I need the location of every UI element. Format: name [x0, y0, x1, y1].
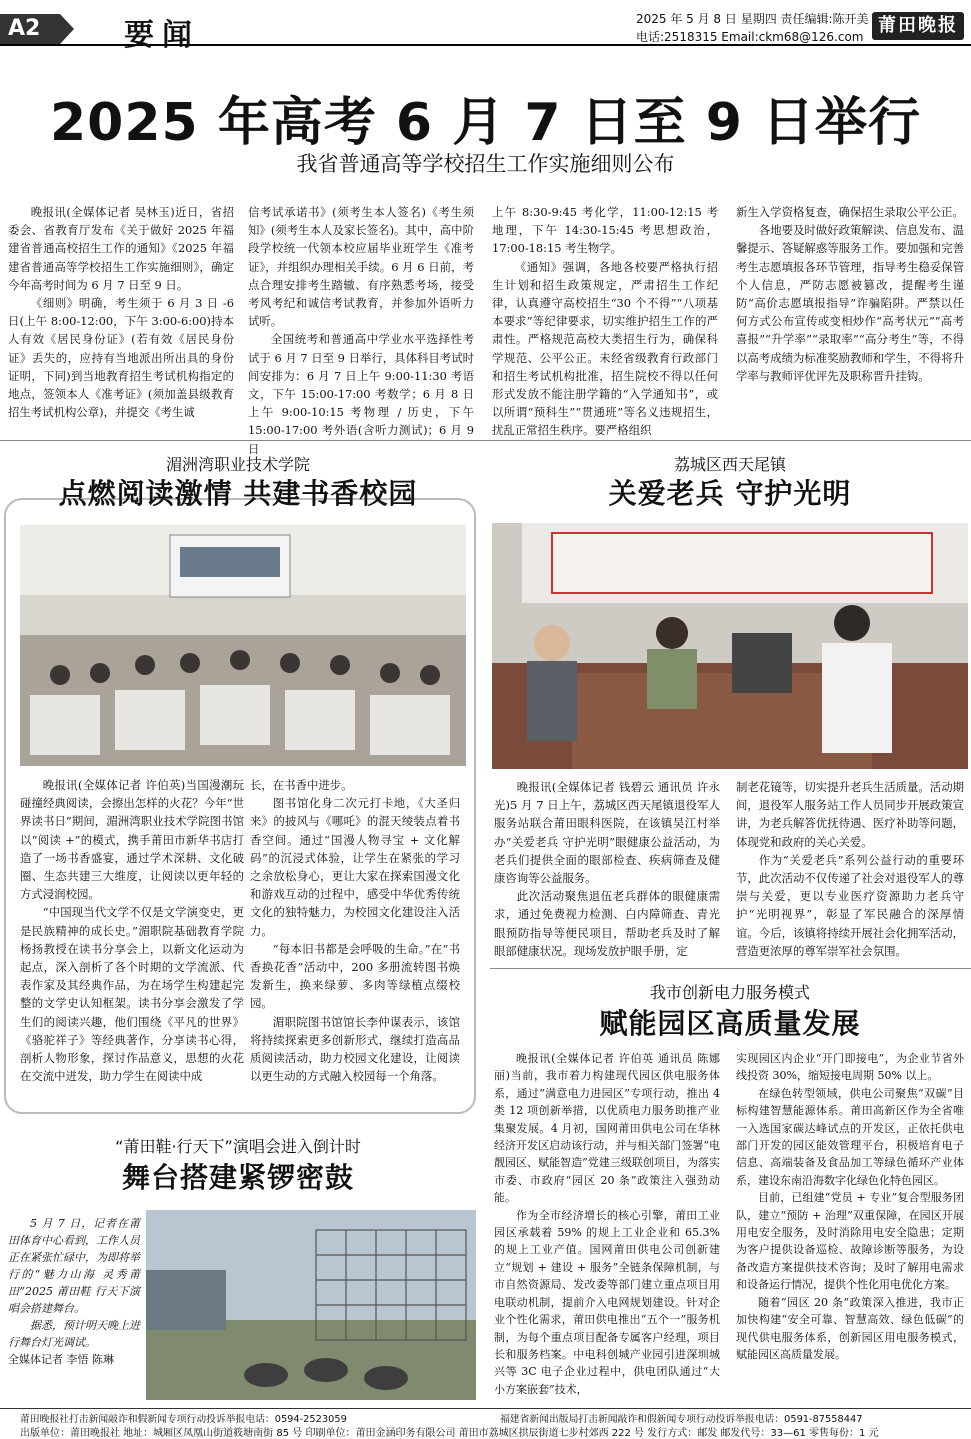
- eye-exam-photo-illustration: [492, 523, 968, 769]
- power-headline: 赋能园区高质量发展: [599, 1007, 861, 1040]
- paragraph: 目前，已组建“党员 + 专业”复合型服务团队，建立“预防 + 治理”双重保障，在园区开展用电安全服务，及时消除用电安全隐患；定期为客户提供设备巡检、故障诊断等服务，为设备改造方案提供技术咨询；及时了解用电需求和设备运行情况，提供个性化用电优化方案。: [736, 1191, 964, 1292]
- lead-column-2: [248, 203, 474, 458]
- paragraph: 5 月 7 日，记者在莆田体育中心看到，工作人员正在紧张忙碌中，为即将举行的“魅力山海 灵秀莆田”2025 莆田鞋 行天下演唱会搭建舞台。: [8, 1217, 140, 1315]
- page-header: [0, 0, 971, 53]
- power-column-2: [736, 1050, 964, 1363]
- paragraph: 晚报讯(全媒体记者 许伯英 通讯员 陈娜丽)当前，我市着力构建现代园区供电服务体系，通过“满意电力进园区”专项行动，推出 4 类 12 项创新举措，以优质电力服务助推产业集聚发展。4 月初，国网莆田供电公司在华林经济开发区启动该行动，并与相关部门签署“电靓园区、赋能智造”党建三级联创项目，为落实市委、市政府“园区 20 条”政策注入强劲动能。: [494, 1052, 720, 1205]
- reading-kicker: 湄洲湾职业技术学院: [165, 455, 310, 474]
- paragraph: 信考试承诺书》(须考生本人签名)《考生须知》(须考生本人及家长签名)。其中，高中阶段学校统一代领本校应届毕业班学生《准考证》，并组织办理相关手续。6 月 6 日前，考点合理安排考生踏辙、有序熟悉考场，接受考风考纪和诚信考试教育，并参加外语听力试听。: [248, 205, 474, 329]
- date-editor-line: 2025 年 5 月 8 日 星期四 责任编辑:陈开美: [636, 12, 869, 26]
- paragraph: 随着“园区 20 条”政策深入推进，我市正加快构建“安全可靠、智慧高效、绿色低碳”的现代供电服务体系，创新园区用电服务模式，赋能园区高质量发展。: [736, 1295, 964, 1361]
- paragraph: “中国现当代文学不仅是文学演变史，更是民族精神的成长史。”湄职院基础教育学院杨扬教授在读书分享会上，以新文化运动为起点，深入剖析了各个时期的文学流派、代表作家及其经典作品，为在场学生构建起完整的文学史认知框架。读书分享会激发了学生们的阅读兴趣，他们围绕《平凡的世界》《骆驼祥子》等经典著作，分享读书心得，剖析人物形象，探讨作品意义，思想的火花在交流中迸发，助力学生在阅读中成: [20, 905, 244, 1084]
- veterans-column-1: [494, 778, 720, 960]
- concert-headline: 舞台搭建紧锣密鼓: [121, 1161, 354, 1194]
- reading-column-2: [250, 776, 460, 1085]
- reading-column-1: [20, 776, 244, 1085]
- paragraph: 长，在书香中进步。: [250, 778, 353, 792]
- paragraph: 在绿色转型领域，供电公司聚焦“双碳”目标构建智慧能源体系。莆田高新区作为全省唯一入选国家碳达峰试点的开发区，正依托供电部门开发的园区能效管理平台，积极培育电子信息、高端装备及食品加工等绿色循环产业体系，建设东南沿海数字化绿色化特色园区。: [736, 1086, 964, 1187]
- paragraph: 湄职院图书馆馆长李仲谋表示，该馆将持续探索更多创新形式，继续打造高品质阅读活动，助力校园文化建设，让阅读以更生动的方式融入校园每一个角落。: [250, 1014, 460, 1084]
- newspaper-logo: 莆田晚报: [872, 12, 964, 40]
- reading-event-photo: [20, 525, 466, 766]
- lead-column-1: [8, 203, 234, 421]
- contact-line: 电话:2518315 Email:ckm68@126.com: [636, 30, 864, 44]
- paragraph: 晚报讯(全媒体记者 吴林玉)近日，省招委会、省教育厅发布《关于做好 2025 年福建省普通高校招生工作的通知》《2025 年福建省普通高等学校招生工作实施细则》，确定今年高考时间为 6 月 7 日至 9 日。: [8, 205, 234, 292]
- concert-byline: 全媒体记者 李悟 陈琳: [8, 1353, 114, 1366]
- paragraph: 上午 8:30-9:45 考化学，11:00-12:15 考地理，下午 14:30-15:45 考思想政治，17:00-18:15 考生物学。: [492, 205, 718, 256]
- paragraph: 制老花镜等，切实提升老兵生活质量。活动期间，退役军人服务站工作人员同步开展政策宣讲，为老兵解答优抚待遇、医疗补助等问题，体现党和政府的关心关爱。: [736, 780, 964, 849]
- veterans-headline: 关爱老兵 守护光明: [608, 477, 852, 510]
- footer-hotline-2: 福建省新闻出版局打击新闻敲诈和假新闻专项行动投诉举报电话：0591-87558447: [500, 1414, 863, 1425]
- power-kicker: 我市创新电力服务模式: [649, 983, 810, 1002]
- lead-column-4: [736, 203, 964, 385]
- paragraph: 《细则》明确，考生须于 6 月 3 日 -6 日(上午 8:00-12:00，下午 3:00-6:00)持本人有效《居民身份证》(若有效《居民身份证》丢失的，应持有当地派出所出具的身份证明，下同)到当地教育招生考试机构指定的地点，签领本人《准考证》(须加盖县级教育招生考试机构公章)，并提交《考生诚: [8, 296, 234, 420]
- veterans-column-2: [736, 778, 964, 960]
- paragraph: 据悉，预计明天晚上进行舞台灯光调试。: [8, 1319, 140, 1349]
- page-number: A2: [0, 14, 60, 44]
- paragraph: 实现园区内企业“开门即接电”，为企业节省外线投资 30%，缩短接电周期 50% 以上。: [736, 1052, 964, 1083]
- paragraph: 此次活动聚焦退伍老兵群体的眼健康需求，通过免费视力检测、白内障筛查、青光眼预防指导等便民项目，帮助老兵及时了解眼部健康状况。现场发放护眼手册，定: [494, 889, 720, 958]
- classroom-photo-illustration: [20, 525, 466, 766]
- footer-hotline-1: 莆田晚报社打击新闻敲诈和假新闻专项行动投诉举报电话：0594-2523059: [20, 1414, 347, 1425]
- divider: [0, 440, 971, 441]
- lead-subheadline: 我省普通高等学校招生工作实施细则公布: [296, 152, 675, 176]
- paragraph: 新生入学资格复查，确保招生录取公平公正。: [736, 205, 964, 219]
- paragraph: 全国统考和普通高中学业水平选择性考试于 6 月 7 日至 9 日举行，具体科目考试时间安排为：6 月 7 日上午 9:00-11:30 考语文，下午 15:00-17:00 考数学；6 月 8 日上午 9:00-10:15 考物理 / 历史，下午 15:00-17:00 考外语(含听力测试)；6 月 9 日: [248, 332, 474, 456]
- reading-headline: 点燃阅读激情 共建书香校园: [58, 477, 418, 510]
- section-title: 要闻: [124, 18, 200, 53]
- concert-text: [8, 1215, 140, 1368]
- veterans-event-photo: [492, 523, 968, 769]
- lead-column-3: [492, 203, 718, 440]
- paragraph: 作为全市经济增长的核心引擎，莆田工业园区承载着 59% 的规上工业企业和 65.3% 的规上工业产值。国网莆田供电公司创新建立“规划 + 建设 + 服务”全链条保障机制，与市自然资源局、发改委等部门建立重点项目用电联动机制，提前介入电网规划建设。针对企业个性化需求，莆田供电推出“五个一”服务机制，为每个重点项目配备专属客户经理，项目长和服务档案。中电科创城产业园引进深圳城兴等 3C 电子企业过程中，供电团队通过“大小方案嵌套”技术，: [494, 1208, 720, 1396]
- paragraph: 各地要及时做好政策解读、信息发布、温馨提示、答疑解惑等服务工作。要加强和完善考生志愿填报各环节管理，指导考生稳妥保管个人信息，严防志愿被篡改，提醒考生谨防“高价志愿填报指导”诈骗陷阱。严禁以任何方式公布宣传或变相炒作“高考状元”“高考喜报”“升学率”“录取率”“高分考生”等，不得以高考成绩为标准奖励教师和学生，不得将升学率与教师评优评先及职称晋升挂钩。: [736, 223, 964, 383]
- lead-headline: 2025 年高考 6 月 7 日至 9 日举行: [50, 93, 921, 153]
- stage-scaffold-illustration: [146, 1210, 476, 1400]
- veterans-kicker: 荔城区西天尾镇: [673, 455, 786, 474]
- power-column-1: [494, 1050, 720, 1398]
- footer-divider: [0, 1408, 971, 1409]
- concert-stage-photo: [146, 1210, 476, 1400]
- concert-kicker: “莆田鞋·行天下”演唱会进入倒计时: [115, 1137, 361, 1156]
- paragraph: “每本旧书都是会呼吸的生命。”在“书香换花香”活动中，200 多册流转图书焕发新生，换来绿萝、多肉等绿植点缀校园。: [250, 941, 460, 1011]
- paragraph: 作为“关爱老兵”系列公益行动的重要环节，此次活动不仅传递了社会对退役军人的尊崇与关爱，更以专业医疗资源助力老兵守护“光明视界”，彰显了军民融合的深厚情谊。今后，该镇将持续开展社会化拥军活动，营造更浓厚的尊军崇军社会氛围。: [736, 852, 964, 958]
- paragraph: 晚报讯(全媒体记者 许伯英)当国漫潮玩碰撞经典阅读，会擦出怎样的火花？今年“世界读书日”期间，湄洲湾职业技术学院图书馆以“阅读 +”的模式，携手莆田市新华书店打造了一场书香盛宴，通过学术深耕、文化破圈、生态共建三大维度，让阅读以更年轻的方式浸润校园。: [20, 778, 244, 902]
- footer-publisher-info: 出版单位：莆田晚报社 地址：城厢区凤凰山街道筱塘南街 85 号 印刷单位：莆田金涵印务有限公司 莆田市荔城区拱辰街道七步村郊西 222 号 发行方式：邮发 邮发代号：33—61 零售每份：1 元: [20, 1428, 879, 1439]
- paragraph: 《通知》强调，各地各校要严格执行招生计划和招生政策规定，严肃招生工作纪律，认真遵守高校招生“30 个不得”“八项基本要求”等纪律要求，切实维护招生工作的严肃性。严格规范高校大类招生行为，确保科学规范、公平公正。未经省级教育行政部门和招生考试机构批准，招生院校不得以任何形式发放不能注册学籍的“入学通知书”，或以所谓“预科生”“贯通班”等名义违规招生，扰乱正常招生秩序。要严格组织: [492, 259, 718, 438]
- paragraph: 晚报讯(全媒体记者 钱碧云 通讯员 许永光)5 月 7 日上午，荔城区西天尾镇退役军人服务站联合莆田眼科医院，在该镇吴江村举办“关爱老兵 守护光明”眼健康公益活动，为老兵们提供全面的眼部检查、疾病筛查及健康咨询等公益服务。: [494, 780, 720, 886]
- divider: [490, 968, 971, 969]
- paragraph: 图书馆化身二次元打卡地，《大圣归来》的披风与《哪吒》的混天绫装点着书香空间。通过“国漫人物寻宝 + 文化解码”的沉浸式体验，让学生在紧张的学习之余放松身心，更让大家在探索国漫文化和游戏互动的过程中，感受中华优秀传统文化的独特魅力，为校园文化建设注入活力。: [250, 796, 460, 938]
